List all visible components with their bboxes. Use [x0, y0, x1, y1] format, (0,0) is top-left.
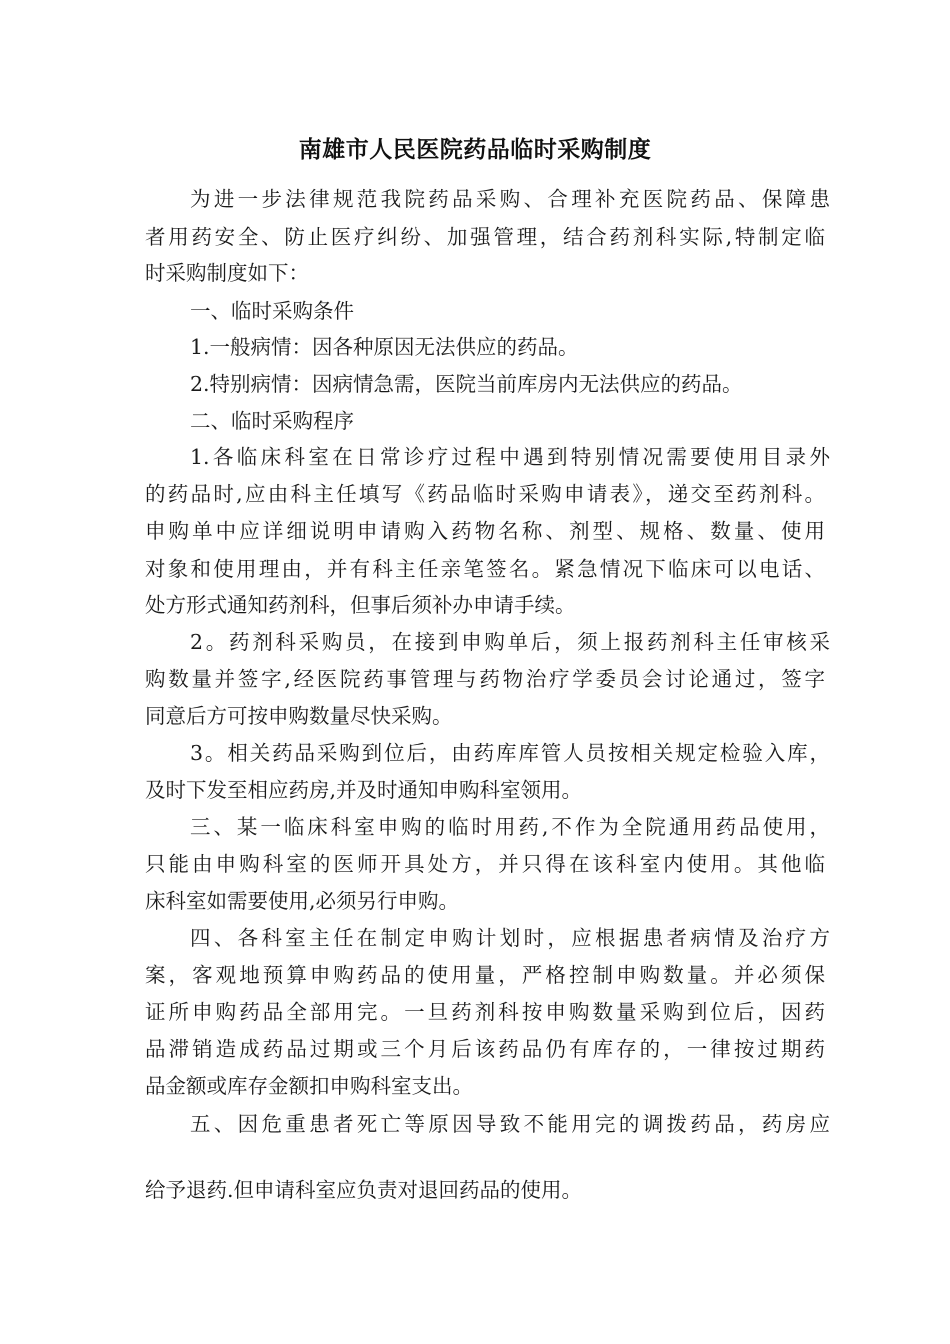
- paragraph-line: 五、因危重患者死亡等原因导致不能用完的调拨药品，药房应: [190, 1112, 830, 1136]
- section-heading: 二、临时采购程序: [190, 409, 354, 433]
- paragraph-line: 的药品时,应由科主任填写《药品临时采购申请表》，递交至药剂科。: [145, 482, 825, 506]
- paragraph-line: 3。相关药品采购到位后，由药库库管人员按相关规定检验入库，: [190, 741, 830, 765]
- paragraph-line: 者用药安全、防止医疗纠纷、加强管理，结合药剂科实际,特制定临: [145, 225, 825, 249]
- paragraph-line: 床科室如需要使用,必须另行申购。: [145, 889, 460, 913]
- paragraph-line: 及时下发至相应药房,并及时通知申购科室领用。: [145, 778, 583, 802]
- paragraph-line: 2.特别病情：因病情急需，医院当前库房内无法供应的药品。: [190, 372, 743, 396]
- paragraph-line: 案，客观地预算申购药品的使用量，严格控制申购数量。并必须保: [145, 963, 825, 987]
- paragraph-line: 时采购制度如下：: [145, 261, 309, 285]
- paragraph-line: 品滞销造成药品过期或三个月后该药品仍有库存的，一律按过期药: [145, 1037, 825, 1061]
- paragraph-line: 给予退药.但申请科室应负责对退回药品的使用。: [145, 1178, 583, 1202]
- paragraph-line: 申购单中应详细说明申请购入药物名称、剂型、规格、数量、使用: [145, 519, 825, 543]
- paragraph-line: 品金额或库存金额扣申购科室支出。: [145, 1074, 473, 1098]
- paragraph-line: 只能由申购科室的医师开具处方，并只得在该科室内使用。其他临: [145, 852, 825, 876]
- paragraph-line: 四、各科室主任在制定申购计划时，应根据患者病情及治疗方: [190, 926, 830, 950]
- paragraph-line: 对象和使用理由，并有科主任亲笔签名。紧急情况下临床可以电话、: [145, 557, 825, 581]
- paragraph-line: 购数量并签字,经医院药事管理与药物治疗学委员会讨论通过，签字: [145, 667, 825, 691]
- paragraph-line: 证所申购药品全部用完。一旦药剂科按申购数量采购到位后，因药: [145, 1000, 825, 1024]
- paragraph-line: 2。药剂科采购员，在接到申购单后，须上报药剂科主任审核采: [190, 630, 830, 654]
- document-title: 南雄市人民医院药品临时采购制度: [298, 137, 652, 163]
- section-heading: 一、临时采购条件: [190, 299, 354, 323]
- paragraph-line: 同意后方可按申购数量尽快采购。: [145, 704, 453, 728]
- paragraph-line: 为进一步法律规范我院药品采购、合理补充医院药品、保障患: [190, 187, 830, 211]
- paragraph-line: 处方形式通知药剂科，但事后须补办申请手续。: [145, 593, 576, 617]
- paragraph-line: 1.各临床科室在日常诊疗过程中遇到特别情况需要使用目录外: [190, 445, 830, 469]
- paragraph-line: 1.一般病情：因各种原因无法供应的药品。: [190, 335, 579, 359]
- paragraph-line: 三、某一临床科室申购的临时用药,不作为全院通用药品使用，: [190, 815, 830, 839]
